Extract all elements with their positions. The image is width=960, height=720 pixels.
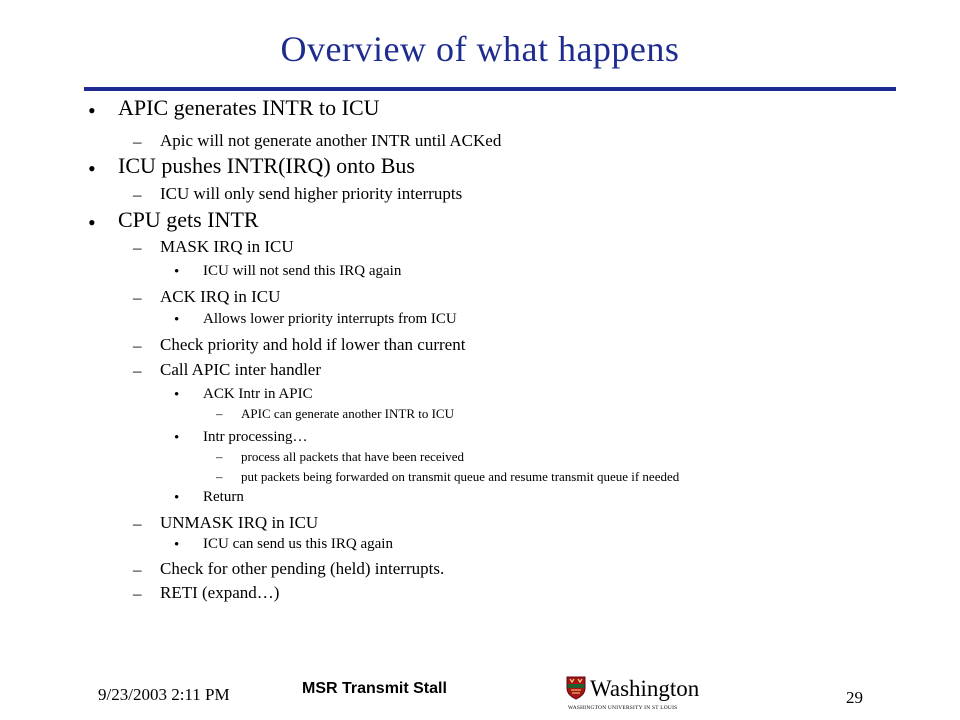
dash-icon: – bbox=[216, 449, 223, 464]
bullet-dot-icon: • bbox=[88, 210, 96, 235]
bullet-dot-icon: • bbox=[174, 490, 180, 506]
bullet-dot-icon: • bbox=[174, 264, 180, 280]
footer-date: 9/23/2003 2:11 PM bbox=[98, 685, 230, 704]
dash-icon: – bbox=[133, 336, 142, 355]
dash-icon: – bbox=[133, 361, 142, 380]
dash-icon: – bbox=[133, 238, 142, 257]
dash-icon: – bbox=[133, 584, 142, 603]
dash-icon: – bbox=[216, 406, 223, 421]
bullet-text-level-3: ICU can send us this IRQ again bbox=[203, 536, 393, 552]
page-number: 29 bbox=[846, 688, 863, 707]
dash-icon: – bbox=[133, 185, 142, 204]
bullet-text-level-1: CPU gets INTR bbox=[118, 207, 259, 232]
bullet-dot-icon: • bbox=[88, 156, 96, 181]
dash-icon: – bbox=[133, 560, 142, 579]
bullet-text-level-1: ICU pushes INTR(IRQ) onto Bus bbox=[118, 153, 415, 178]
bullet-text-level-3: Intr processing… bbox=[203, 429, 308, 445]
logo-wordmark: Washington bbox=[590, 676, 700, 701]
dash-icon: – bbox=[133, 288, 142, 307]
bullet-text-level-2: ACK IRQ in ICU bbox=[160, 287, 281, 306]
bullet-text-level-2: RETI (expand…) bbox=[160, 583, 280, 602]
bullet-text-level-2: Check for other pending (held) interrupts. bbox=[160, 559, 445, 578]
bullet-text-level-4: APIC can generate another INTR to ICU bbox=[241, 406, 454, 421]
bullet-text-level-3: Allows lower priority interrupts from ICU bbox=[203, 311, 457, 327]
bullet-text-level-4: process all packets that have been received bbox=[241, 449, 465, 464]
bullet-text-level-3: ACK Intr in APIC bbox=[203, 386, 313, 402]
bullet-text-level-2: UNMASK IRQ in ICU bbox=[160, 513, 319, 532]
bullet-dot-icon: • bbox=[174, 430, 180, 446]
dash-icon: – bbox=[133, 132, 142, 151]
bullet-text-level-2: Call APIC inter handler bbox=[160, 360, 322, 379]
university-shield-icon bbox=[566, 676, 586, 700]
bullet-dot-icon: • bbox=[88, 98, 96, 123]
bullet-text-level-2: ICU will only send higher priority interrupts bbox=[160, 184, 463, 203]
bullet-text-level-2: MASK IRQ in ICU bbox=[160, 237, 294, 256]
bullet-dot-icon: • bbox=[174, 387, 180, 403]
bullet-text-level-3: Return bbox=[203, 489, 244, 505]
bullet-text-level-1: APIC generates INTR to ICU bbox=[118, 95, 380, 120]
bullet-text-level-2: Apic will not generate another INTR until ACKed bbox=[160, 131, 502, 150]
bullet-dot-icon: • bbox=[174, 537, 180, 553]
footer-title: MSR Transmit Stall bbox=[302, 680, 447, 697]
bullet-text-level-3: ICU will not send this IRQ again bbox=[203, 263, 402, 279]
university-logo bbox=[566, 676, 726, 712]
bullet-text-level-4: put packets being forwarded on transmit queue and resume transmit queue if needed bbox=[241, 469, 680, 484]
logo-subtitle: WASHINGTON UNIVERSITY IN ST LOUIS bbox=[568, 705, 678, 711]
dash-icon: – bbox=[133, 514, 142, 533]
dash-icon: – bbox=[216, 469, 223, 484]
bullet-text-level-2: Check priority and hold if lower than current bbox=[160, 335, 466, 354]
slide-title: Overview of what happens bbox=[280, 29, 680, 69]
bullet-dot-icon: • bbox=[174, 312, 180, 328]
